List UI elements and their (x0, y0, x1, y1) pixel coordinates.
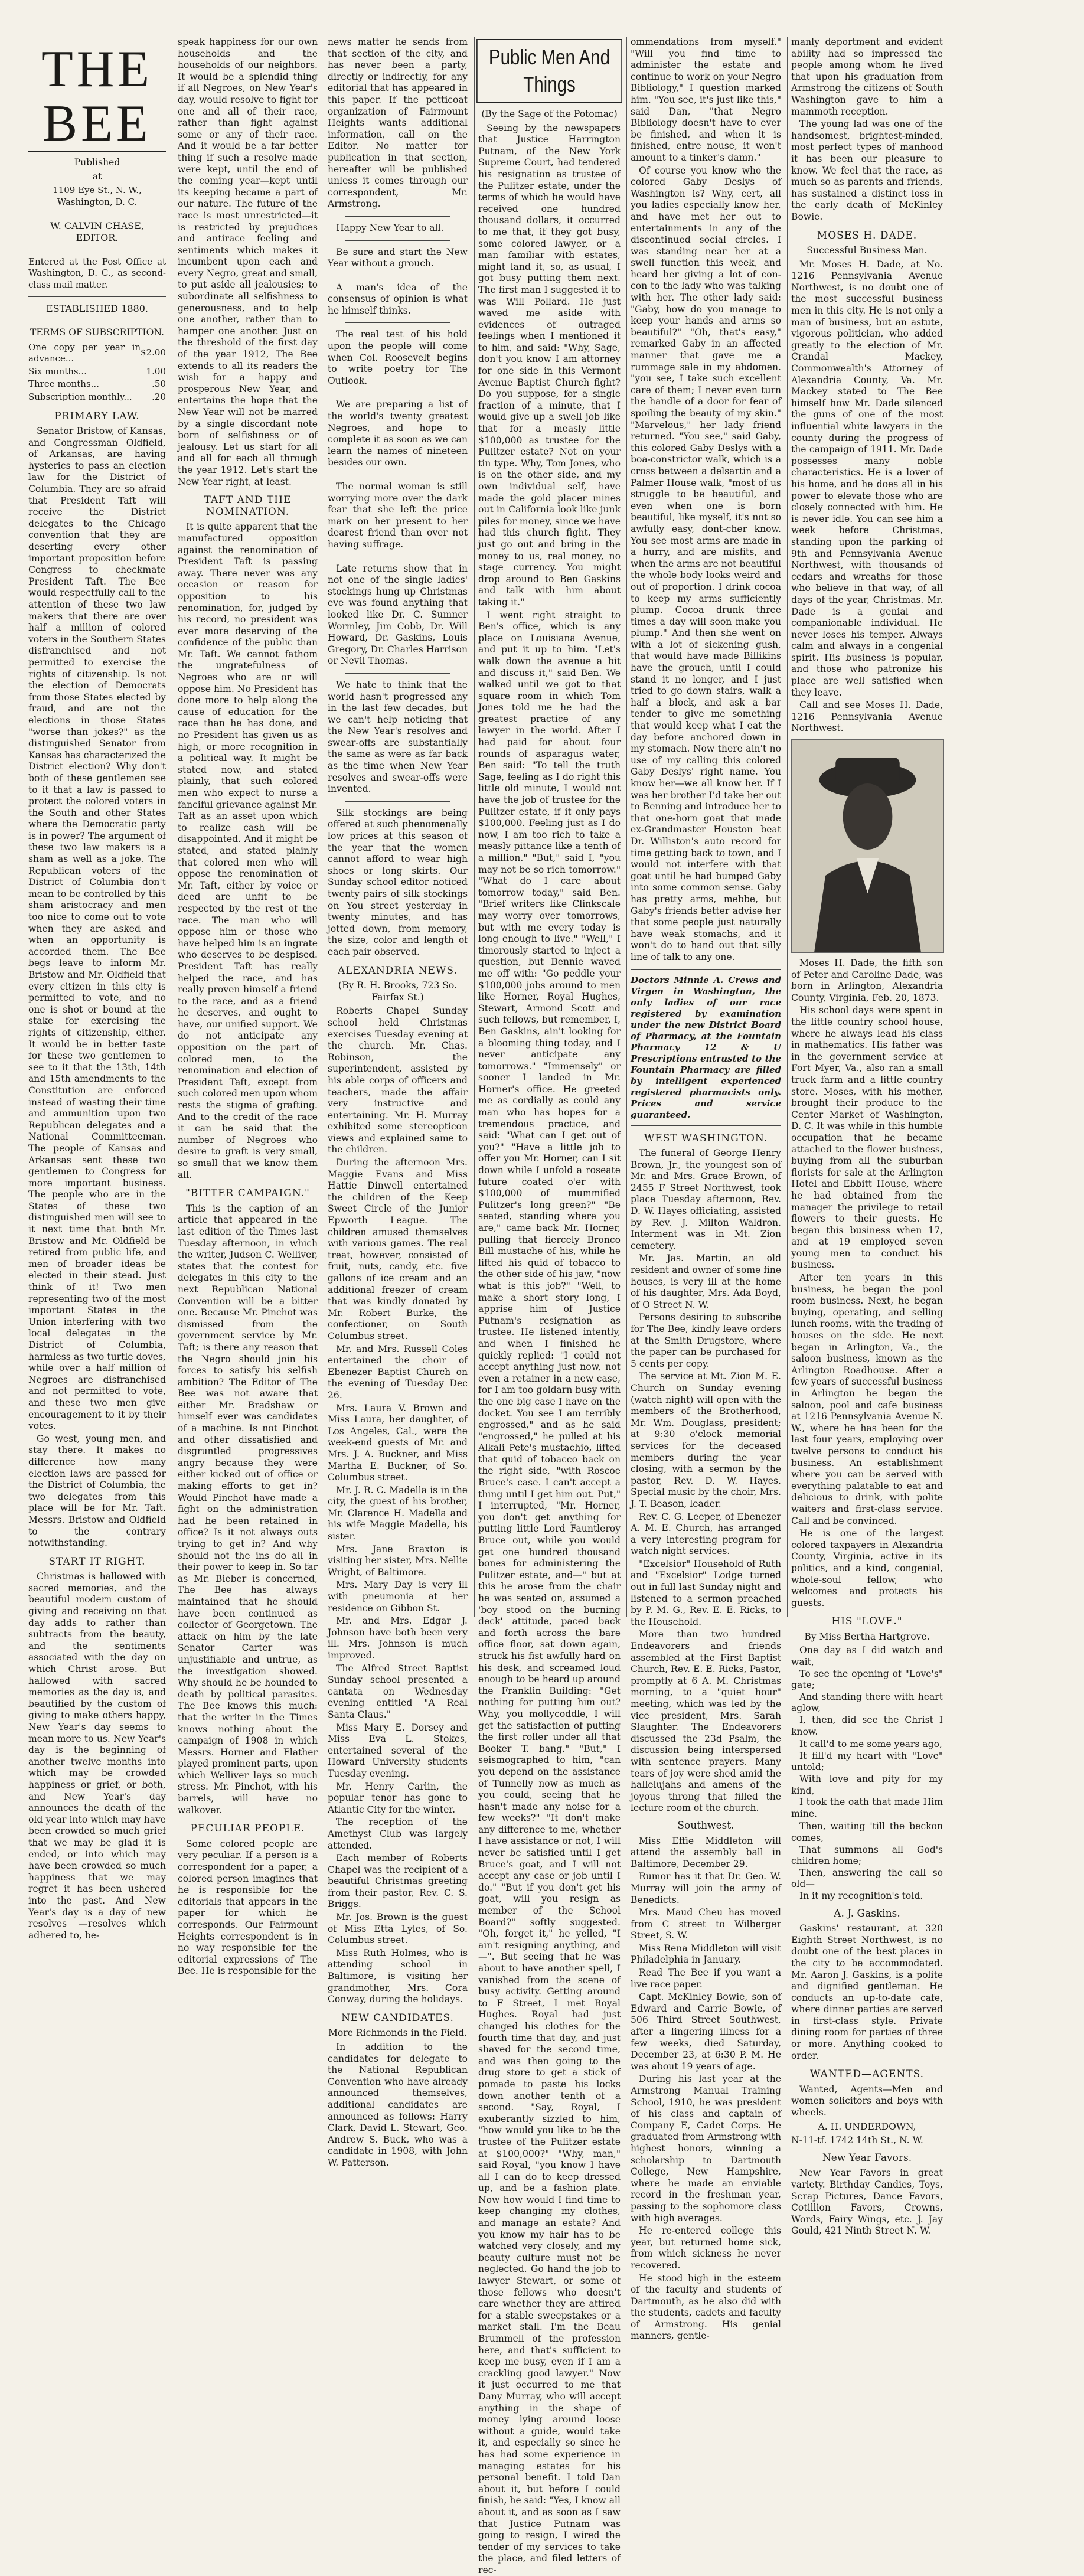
headline-peculiar-people: PECULIAR PEOPLE. (190, 1823, 305, 1835)
editor-line: W. CALVIN CHASE, EDITOR. (28, 214, 166, 250)
headline-new-year-favors: New Year Favors. (822, 2151, 912, 2164)
editorial-short: Happy New Year to all. (336, 222, 444, 233)
article-paragraph: Senator Bristow, of Kansas, and Congressman Oldfield, of Arkansas, are having hysterics to pass an election law for the District of Columbia. They are so afraid that President Taft will receive the District delegates to the Chicago convention that they are deserting every other important proposition before Congress to checkmate President Taft. The Bee would respectfully call to the attention of these two law makers that there are over half a million of colored voters in the Southern States disfranchised and not permitted to exercise the rights of citizenship. Is not the election of Democrats from those States elected by fraud, and are not the elections in those States "worse than jokes?" as the distinguished Senator from Kansas has characterized the District election? Why don't both of these gentlemen see to it that a law is passed to protect the colored voters in the South and other States where the Democratic party is in power? The argument of these two law makers is a sham as well as a joke. The Republican voters of the District of Columbia don't mean to be controlled by this sham aristocracy and men too nice to come out to vote when they are asked and when an opportunity is accorded them. The Bee begs leave to inform Mr. Bristow and Mr. Oldfield that every citizen in this city is permitted to vote, and no one is shot or bound at the stake for exercising the rights of citizenship, either. It would be in better taste for these two gentlemen to see to it that the 13th, 14th and 15th amendments to the Constitution are enforced instead of wasting their time and ammunition upon two Republican delegates and a National Committeeman. The people of Kansas and Arkansas sent these two gentlemen to Congress for more important business. The people who are in the States of these two distinguished men will see to it next time that both Mr. Bristow and Mr. Oldfield be retired from public life, and men of broader ideas be elected in their stead. Just think of it! Two men representing two of the most important States in the Union interfering with two local delegates in the District of Columbia, harmless as two turtle doves, while over a half million of Negroes are disfranchised and not permitted to vote, and these two men give encouragement to it by their votes. (28, 426, 166, 1432)
article-paragraph: This is the caption of an article that appeared in the last edition of the Times last Tuesday afternoon, in which the writer, Judson C. Welliver, states that the contest for delegates in this city to the next Republican National Convention will be a bitter one. Because Mr. Pinchot was dismissed from the government service by Mr. Taft; is there any reason that the Negro should join his forces to satisfy his selfish ambition? The Editor of The Bee was not aware that either Mr. Bradshaw or himself ever was candidates of a machine. Is not Pinchot and other dissatisfied and disgruntled progressives angry because they were either kicked out of office or making efforts to get in? Would Pinchot have made a fight on the administration had he been retained in office? Is it not always outs trying to get in? And why should not the ins do all in their power to keep in. So far as Mr. Bieber is concerned, The Bee has always maintained that he should have been continued as collector of Georgetown. The attack on him by the late Senator Carter was unjustifiable and untrue, as the investigation showed. Why should he be hounded to death by political parasites. The Bee knows this much: that the writer in the Times knows nothing about the campaign of 1908 in which Messrs. Horner and Flather played prominent parts, upon which Welliver lays so much stress. Mr. Pinchot, with his barrels, will have no walkover. (178, 1203, 318, 1816)
column-4 (474, 37, 624, 2575)
editorial-short: Be sure and start the New Year without a grouch. (328, 246, 468, 269)
advertisement-paragraph: New Year Favors in great variety. Birthday Candies, Toys, Scrap Pictures, Dance Favors, Cotillion Favors, Crowns, Words, Fairy Wings, etc. J. Jay Gould, 421 Ninth Street N. W. (791, 2167, 943, 2237)
masthead-title: THE BEE (28, 43, 166, 152)
article-paragraph: Call and see Moses H. Dade, 1216 Pennsylvania Avenue Northwest. (791, 700, 943, 734)
article-paragraph: It is quite apparent that the manufactured opposition against the renomination of President Taft is passing away. There never was any occasion or reason for opposition to his renomination, for, judged by his record, no president was ever more deserving of the confidence of the public than Mr. Taft. We cannot fathom the ungratefulness of Negroes who are or will oppose him. No President has done more to help along the cause of education for the race than he has done, and no President has given us as high, or more recognition in a political way. It might be stated now, and stated plainly, that such colored men who expect to nurse a fanciful grievance against Mr. Taft as an asset upon which to realize cash will be disappointed. And it might be stated, and stated plainly that colored men who will oppose the renomination of Mr. Taft, either by voice or deed are unfit to be respected by the rest of the race. The man who will oppose him or those who have helped him is an ingrate who deserves to be despised. President Taft has really helped the race, and has really proven himself a friend to the race, and as a friend he deserves, and ought to have, our unified support. We do not anticipate any opposition on the part of colored men, to the renomination and election of President Taft, except from such colored men upon whom rests the stigma of grafting. And to the credit of the race it can be said that the number of Negroes who desire to graft is very small, so small that we know them all. (178, 521, 318, 1180)
headline-gaskins: A. J. Gaskins. (834, 1907, 900, 1919)
article-paragraph: I went right straight to Ben's office, which is any place on Louisiana Avenue, and put it up to him. "Let's walk down the avenue a bit and discuss it," said Ben. We walked until we got to that square room in which Tom Jones told me he had the greatest practice of any lawyer in the world. After I had paid for about four rounds of asparagus water, Ben said: "To tell the truth Sage, feeling as I do right this little old minute, I would not have the job of trustee for the Pulitzer estate, if it only pays $100,000. Feeling just as I do now, I am too rich to take a measly pittance like a tenth of a million." "But," said I, "you may not be so rich tomorrow." "What do I care about tomorrow today," said Ben. "Brief writers like Clinkscale may worry over tomorrows, but with me every today is long enough to live." "Well," I timorously started to inject a question, but Bennie waved me off with: "Go peddle your $100,000 jobs around to men like Horner, Royal Hughes, Stewart, Armond Scott and such fellows, but remember, I, Ben Gaskins, ain't looking for a blooming thing today, and I never anticipate any tomorrows." "Immensely" or sooner I landed in Mr. Horner's office. He greeted me as cordially as could any man who has hopes for a tremendous practice, and said: "What can I get out of you?" "Have a little job to offer you Mr. Horner, can I sit down while I unfold a roseate future coated o'er with $100,000 of mummified Pulitzer's long green?" "Be seated, standing where you are," came back Mr. Horner, pulling that fiercely Bronco Bill mustache of his, while he lifted his quid of tobacco to the other side of his jaw, "now what is this job?" "Well, to make a short story long, I apprise him of Justice Putnam's resignation as trustee. He listened intently, and when I finished he quickly replied: "I could not accept anything just now, not even a retainer in a new case, for I am too goldarn busy with the one big case I have on the docket. You see I am terribly engrossed," and as he said "engrossed," he pulled at his Alkali Pete's mustachio, lifted that quid of tobacco back on the right side, "with Roscoe Bruce's case. I can't accept a thing until I get him out. Put," I interrupted, "Mr. Horner, you don't get anything for putting little Lord Fauntleroy Bruce out, while you would get one hundred thousand bones for administering the Pulitzer estate, and—" but at this he arose from the chair he was seated on, assumed a 'boy stood on the burning deck' attitude, paced back and forth across the bare office floor, sat down again, struck his fist awfully hard on his desk, and screamed loud enough to be heard up around the Franklin Building: "Get nothing for putting him out? Why, you mollycoddle, I will get the satisfaction of putting the first roller under all that Booker T. bang." "But," I seismographed to him, "can you depend on the assistance of Tunnelly now as much as you could, seeing that he hasn't made any noise for a few weeks?" "It don't make any difference to me, whether I have assistance or not, I will never be satisfied until I get Bruce's goat, and I will not accept any case or job until I do." "But if you don't get his goat, will you resign as member of the School Board?" softly suggested. "Oh, forget it," he yelled, "I ain't resigning anything, and—". But seeing that he was about to have another spell, I vanished from the scene of busy activity. Getting around to F Street, I met Royal Hughes. Royal had just changed his clothes for the fourth time that day, and just shaved for the second time, and was then going to the drug store to get a stick of pomade to paste his locks down another tenth of a second. "Say, Royal, I exuberantly sizzled to him, "how would you like to be the trustee of the Pulitzer estate at $100,000?" "Why, man," said Royal, "you know I have all I can do to keep dressed up, and be a fashion plate. Now how would I find time to keep changing my clothes, and manage an estate? And you know my hair has to be watched very closely, and my beauty culture must not be neglected. Go hand the job to lawyer Stewart, or some of those fellows who doesn't care whether they are attired for a stable sweepstakes or a market stall. I'm the Beau Brummell of the profession here, and that's sufficient to keep me busy, even if I am a crackling good lawyer." Now it just occurred to me that Dany Murray, who will accept anything in the shape of money lying around loose without a guide, would take it, and especially so since he has had some experience in managing estates for his personal benefit. I told Dan about it, but before I could finish, he said: "Yes, I know all about it, and as soon as I saw that Justice Putnam was going to resign, I wired the tender of my services to take the place, and filed letters of rec- (478, 609, 621, 2575)
wanted-address-line: N-11-tf. 1742 14th St., N. W. (791, 2135, 923, 2146)
terms-title: TERMS OF SUBSCRIPTION. (30, 327, 164, 338)
portrait-photo (791, 739, 944, 953)
column-2 (174, 37, 321, 1977)
terms-row: Subscription monthly... .20 (28, 391, 166, 402)
news-item: Mr. J. R. C. Madella is in the city, the guest of his brother, Mr. Clarence H. Madella and his wife Maggie Madella, his sister. (328, 1484, 468, 1542)
article-paragraph: Of course you know who the colored Gaby Deslys of Washington is? Why, cert, all you ladies especially know her, and have met her out to entertainments in any of the discontinued social circles. I was standing near her at a swell function this week, and heard her giving a lot of con-con to the lady who was talking with her. The other lady said: "Gaby, how do you manage to keep your hands and arms so beautiful?" "Oh, that's easy," remarked Gaby in an affected manner that gave me a rummage sale in my abdomen. "you see, I take such excellent care of them; I never even turn the handle of a door for fear of spoiling the beauty of my skin." "Marvelous," her lady friend returned. "You see," said Gaby, this colored Gaby Deslys with a boa-constrictor walk, which is a cross between a delsartin and a Palmer House walk, "most of us struggle to be beautiful, and even when one is born beautiful, like myself, it's not so awfully easy, dont-cher know. You see most arms are made in a hurry, and are misfits, and when the arms are not beautiful the whole body looks weird and out of proportion. I drink cocoa to keep my arms sufficiently plump. Cocoa drunk three times a day will soon make you plump." And then she went on with a lot of sickening gush, that would have made Billikins have the grouch, until I could stand it no longer, and I just tried to go down stairs, walk a half a block, and ask a bar tender to give me something that would keep what I eat the day before anchored down in my stomach. Now there ain't no use of my calling this colored Gaby Deslys' right name. You know her—we all know her. If I was her brother I'd take her out to Benning and introduce her to that one-horn goat that made ex-Grandmaster Houston beat Dr. Williston's auto record for time getting back to town, and I would not interfere with that goat until he had bumped Gaby into some common sense. Gaby has pretty arms, mebbe, but Gaby's friends better advise her that some people just naturally have weak stomachs, and it won't do to hand out that silly line of talk to any one. (631, 165, 781, 962)
news-item: Read The Bee if you want a live race paper. (631, 1967, 781, 1990)
postal-entry-notice: Entered at the Post Office at Washington, D. C., as second-class mail matter. (28, 256, 166, 290)
headline-primary-law: PRIMARY LAW. (54, 410, 140, 422)
news-item: Mrs. Mary Day is very ill with pneumonia at her residence on Gibbon St. (328, 1579, 468, 1614)
article-paragraph: His school days were spent in the little country school house, where he always lead his class in mathematics. His father was in the government service at Fort Myer, Va., also ran a small truck farm and a little country store. Moses, with his mother, brought their produce to the Center Market of Washington, D. C. It was while in this humble occupation that he became attached to the flower business, buying from all the suburban florists for sale at the Arlington Hotel and Ebbitt House, where he had obtained from the manager the privilege to retail flowers to their guests. He began this business when 17, and at 19 employed seven young men to conduct his business. (791, 1005, 943, 1271)
published-label: Published (74, 157, 120, 168)
news-item: Capt. McKinley Bowie, son of Edward and Carrie Bowie, of 506 Third Street Southwest, after a lingering illness for a few weeks, died Saturday, December 23, at 6:30 P. M. He was about 19 years of age. (631, 1991, 781, 2072)
dade-subhead: Successful Business Man. (807, 245, 928, 256)
news-item: More than two hundred Endeavorers and friends assembled at the First Baptist Church, Rev. E. E. Ricks, Pastor, promptly at 6 A. M. Christmas morning, to a "quiet hour" meeting, which was led by the vice president, Mrs. Sarah Slaughter. The Endeavorers discussed the 23d Psalm, the discussion being interspersed with sentence prayers. Many tears of joy were shed amid the hallelujahs and amens of the joyous throng that filled the lecture room of the church. (631, 1629, 781, 1814)
advertisement-paragraph: Wanted, Agents—Men and women solicitors and boys with wheels. (791, 2084, 943, 2118)
article-paragraph: manly deportment and evident ability had so impressed the people among whom he lived that upon his graduation from Armstrong the citizens of South Washington gave to him a mammoth reception. (791, 37, 943, 117)
news-item: Rev. C. G. Leeper, of Ebenezer A. M. E. Church, has arranged a very interesting program for watch night services. (631, 1511, 781, 1557)
headline-new-candidates: NEW CANDIDATES. (341, 2012, 454, 2024)
poem-stanza: One day as I did watch and wait, To see the opening of "Love's" gate; And standing there with heart aglow, I, then, did see the Christ I know. (791, 1645, 943, 1737)
alexandria-byline: (By R. H. Brooks, 723 So. Fairfax St.) (338, 980, 457, 1003)
editorial-short: Silk stockings are being offered at such phenomenally low prices at this season of the year that the women cannot afford to wear high shoes or long skirts. Our Sunday school editor noticed twenty pairs of silk stockings on You street yesterday in twenty minutes, and has jotted down, from memory, the size, color and length of each pair observed. (328, 807, 468, 957)
article-paragraph: Some colored people are very peculiar. If a person is a correspondent for a paper, a colored person imagines that he is responsible for the editorials that appears in the paper for which he corresponds. Our Fairmount Heights correspondent is in no way responsible for the editorial expressions of The Bee. He is responsible for the (178, 1838, 318, 1977)
published-at: at (92, 171, 102, 182)
news-item: The funeral of George Henry Brown, Jr., the youngest son of Mr. and Mrs. Grace Brown, of 2455 F Street Northwest, took place Tuesday afternoon, Rev. D. W. Hayes officiating, assisted by Rev. J. Milton Waldron. Interment was in Mt. Zion cemetery. (631, 1148, 781, 1251)
column-3 (324, 37, 471, 2168)
wanted-contact: A. H. UNDERDOWN, (818, 2121, 916, 2132)
divider (345, 216, 450, 217)
headline-public-men-and-things: Public Men And Things (476, 39, 622, 103)
news-item: Miss Rena Middleton will visit Philadelphia in January. (631, 1942, 781, 1966)
headline-moses-dade: MOSES H. DADE. (817, 229, 918, 241)
news-item: Mr. and Mrs. Edgar J. Johnson have both been very ill. Mrs. Johnson is much improved. (328, 1615, 468, 1661)
editorial-short: The real test of his hold upon the people will come when Col. Roosevelt begins to write poetry for The Outlook. (328, 329, 468, 386)
editorial-short: We hate to think that the world hasn't progressed any in the last few decades, but we can't help noticing that the New Year's resolves and swear-offs are substantially the same as were as far back as the time when New Year resolves and swear-offs were invented. (328, 679, 468, 795)
terms-row: One copy per year in advance... $2.00 (28, 341, 166, 364)
article-paragraph: Go west, young men, and stay there. It makes no difference how many election laws are passed for the District of Columbia, the two delegates from this place will be for Mr. Taft. Messrs. Bristow and Oldfield to the contrary notwithstanding. (28, 1433, 166, 1549)
divider (345, 240, 450, 241)
poem-stanza: It call'd to me some years ago, It fill'd my heart with "Love" untold; With love and pity for my kind, I took the oath that made Him mine. (791, 1739, 943, 1819)
editorial-short: The normal woman is still worrying more over the dark fear that she left the price mark on her present to her dearest friend than over not having suffrage. (328, 481, 468, 550)
sage-byline: (By the Sage of the Potomac) (481, 109, 618, 119)
news-item: Mr. Jos. Brown is the guest of Miss Etta Lyles, of So. Columbus street. (328, 1912, 468, 1946)
news-item: The service at Mt. Zion M. E. Church on Sunday evening (watch night) will open with the members of the Brotherhood, Mr. Wm. Douglass, president; at 9:30 o'clock memorial services for the deceased members during the year closing, with a sermon by the pastor, Rev. D. W. Hayes. Special music by the choir, Mrs. J. T. Beason, leader. (631, 1371, 781, 1509)
editorial-short: We are preparing a list of the world's twenty greatest Negroes, and hope to complete it as soon as we can learn the names of nineteen besides our own. (328, 399, 468, 468)
news-item: The Alfred Street Baptist Sunday school presented a cantata on Wednesday evening entitled "A Real Santa Claus." (328, 1663, 468, 1720)
headline-wanted-agents: WANTED—AGENTS. (809, 2068, 925, 2081)
article-paragraph: Mr. Moses H. Dade, at No. 1216 Pennsylvania Avenue Northwest, is no doubt one of the most successful business men in this city. He is not only a man of business, but an astute, vigorous politician, who added greatly to the election of Mr. Crandal Mackey, Commonwealth's Attorney of Alexandria County, Va. Mr. Mackey stated to The Bee himself how Mr. Dade silenced the guns of one of the most influential white lawyers in the county during the progress of the campaign of 1911. Mr. Dade possesses many noble characteristics. He is a lover of his home, and he does all in his power to elevate those who are closely connected with him. He is never idle. You can see him a week before Christmas, standing upon the parking of 9th and Pennsylvania Avenue Northwest, with thousands of cedars and wreaths for those who believe in that way, of all days of the year, Christmas. Mr. Dade is a genial and companionable individual. He never loses his temper. Always calm and always in a congenial spirit. His business is popular, and those who patronize his place are well satisfied when they leave. (791, 259, 943, 698)
news-item: Mr. Jas. Martin, an old resident and owner of some fine houses, is very ill at the home of his daughter, Mrs. Ada Boyd, of O Street N. W. (631, 1253, 781, 1310)
headline-southwest: Southwest. (677, 1819, 734, 1831)
article-paragraph: speak happiness for our own households and the households of our neighbors. It would be a splendid thing if all Negroes, on New Year's day, would resolve to fight for one and all of their race, rather than fight against some or any of their race. And it would be a far better thing if such a resolve made were kept, until the end of the coming year—kept until its keeping became a part of our nature. The future of the race is most unrestricted—it is restricted by prejudices and antirace feeling and sentiments which makes it incumbent upon each and every Negro, great and small, to put aside all jealousies; to subordinate all selfishness to generousness, and to help one another, rather than to hamper one another. Just on the threshold of the first day of the year 1912, The Bee extends to all its readers the wish for a happy and prosperous New Year, and entertains the hope that the New Year will not be marred by a single discordant note born of selfishness or of jealousy. Let us start for all and all for each all through the year 1912. Let's start the New Year right, at least. (178, 37, 318, 487)
news-item: Roberts Chapel Sunday school held Christmas exercises Tuesday evening at the church. Mr. Chas. Robinson, the superintendent, assisted by his able corps of officers and teachers, made the affair very instructive and entertaining. Mr. H. Murray exhibited some stereopticon views and explained same to the children. (328, 1005, 468, 1155)
headline-start-it-right: START IT RIGHT. (48, 1555, 146, 1568)
news-item: Mrs. Maud Cheu has moved from C street to Wilberger Street, S. W. (631, 1907, 781, 1941)
news-item: The reception of the Amethyst Club was largely attended. (328, 1817, 468, 1851)
divider (345, 801, 450, 802)
candidates-subhead: More Richmonds in the Field. (328, 2028, 468, 2039)
news-item: Persons desiring to subscribe for The Bee, kindly leave orders at the Smith Drugstore, where the paper can be purchased for 5 cents per copy. (631, 1312, 781, 1369)
headline-bitter-campaign: "BITTER CAMPAIGN." (185, 1187, 310, 1200)
headline-alexandria-news: ALEXANDRIA NEWS. (338, 964, 458, 977)
news-item: Mr. and Mrs. Russell Coles entertained the choir of Ebenezer Baptist Church on the evening of Tuesday Dec 26. (328, 1343, 468, 1400)
article-paragraph: news matter he sends from that section of the city, and has never been a party, directly or indirectly, for any editorial that has appeared in this paper. If the petticoat organization of Fairmount Heights wants additional information, call on the Editor. No matter for publication in that section, hereafter will be published unless it comes through our correspondent, Mr. Armstrong. (328, 37, 468, 210)
article-paragraph: Seeing by the newspapers that Justice Harrington Putnam, of the New York Supreme Court, had tendered his resignation as trustee of the Pulitzer estate, under the terms of which he would have received one hundred thousand dollars, it occurred to me that, if they got busy, some colored lawyer, or a man familiar with estates, might land it, so, as usual, I got busy putting them next. The first man I suggested it to was Will Pollard. He just waved me aside with evidences of outraged feelings when I mentioned it to him, and said: "Why, Sage, don't you know I am attorney for one side in this Vermont Avenue Baptist Church fight? Do you suppose, for a single fraction of a minute, that I would give up a swell job like that for a measly little $100,000 as trustee for the Pulitzer estate? Not on your tin type. Why, Tom Jones, who is on the other side, and my own individual self, have made the gold placer mines out in California look like junk piles for money, since we have had this church fight. They just go out and bring in the money to us, real money, no stage currency. You might drop around to Ben Gaskins and talk with him about taking it." (478, 122, 621, 608)
news-item: Miss Ruth Holmes, who is attending school in Baltimore, is visiting her grandmother, Mrs. Cora Conway, during the holidays. (328, 1947, 468, 2005)
column-6 (787, 37, 946, 2237)
terms-table (28, 341, 166, 404)
article-paragraph: He is one of the largest colored taxpayers in Alexandria County, Virginia, active in its politics, and a kind, congenial, whole-soul fellow, who welcomes and protects his guests. (791, 1528, 943, 1608)
news-item: Miss Mary E. Dorsey and Miss Eva L. Stokes, entertained several of the Howard University students Tuesday evening. (328, 1722, 468, 1779)
article-paragraph: Christmas is hallowed with sacred memories, and the beautiful modern custom of giving and receiving on that day adds to rather than subtracts from the beauty, and the sentiments associated with the day on which Christ arose. But hallowed with sacred memories as the day is, and beautified by the custom of giving to make others happy, New Year's day seems to mean more to us. New Year's day is the beginning of another twelve months into which may be crowded happiness or grief, or both, and New Year's day announces the death of the old year into which may have been crowded so much grief that we may be glad it is ended, or into which may have been crowded so much happiness that we may regret it has been ushered into the past. And New Year's day is a day of new resolves —resolves which adhered to, be- (28, 1571, 166, 1941)
news-item: During his last year at the Armstrong Manual Training School, 1910, he was president of his class and captain of Company E, Cadet Corps. He graduated from Armstrong with highest honors, winning a scholarship to Dartmouth College, New Hampshire, where he made an enviable record in the freshman year, passing to the sophomore class with high averages. (631, 2074, 781, 2224)
editorial-short: Late returns show that in not one of the single ladies' stockings hung up Christmas eve was found anything that looked like Dr. C. Sumner Wormley, Jim Cobb, Dr. Will Howard, Dr. Gaskins, Louis Gregory, Dr. Charles Harrison or Nevil Thomas. (328, 563, 468, 667)
terms-row: Three months... .50 (28, 378, 166, 390)
headline-his-love: HIS "LOVE." (831, 1615, 903, 1628)
news-item: Mrs. Jane Braxton is visiting her sister, Mrs. Nellie Wright, of Baltimore. (328, 1543, 468, 1578)
established-line: ESTABLISHED 1880. (28, 296, 166, 321)
editorial-short: A man's idea of the consensus of opinion is what he himself thinks. (328, 282, 468, 316)
news-item: Mrs. Laura V. Brown and Miss Laura, her daughter, of Los Angeles, Cal., were the week-end guests of Mr. and Mrs. J. A. Buckner, and Miss Martha E. Buckner, of So. Columbus street. (328, 1402, 468, 1483)
news-item: Mr. Henry Carlin, the popular tenor has gone to Atlantic City for the winter. (328, 1781, 468, 1815)
headline-west-washington: WEST WASHINGTON. (644, 1132, 768, 1144)
pharmacy-advertisement: Doctors Minnie A. Crews and Virgen in Washington, the only ladies of our race registered by examination under the new District Board of Pharmacy, at the Fountain Pharmacy 12 & U Prescriptions entrusted to the Fountain Pharmacy are filled by intelligent experienced registered pharmacists only. Prices and service guaranteed. (631, 969, 781, 1126)
divider (345, 673, 450, 674)
news-item: He stood high in the esteem of the faculty and students of Dartmouth, as he also did with the students, cadets and faculty of Armstrong. His genial manners, gentle- (631, 2273, 781, 2342)
news-item: Miss Effie Middleton will attend the assembly ball in Baltimore, December 29. (631, 1835, 781, 1869)
poem-byline: By Miss Bertha Hartgrove. (804, 1631, 930, 1642)
news-item: Rumor has it that Dr. Geo. W. Murray will join the army of Benedicts. (631, 1871, 781, 1905)
news-item: Each member of Roberts Chapel was the recipient of a beautiful Christmas greeting from their pastor, Rev. C. S. Briggs. (328, 1853, 468, 1910)
news-item: In addition to the candidates for delegate to the National Republican Convention who have already announced themselves, additional candidates are announced as follows: Harry Clark, David L. Stewart, Geo. Andrew S. Buck, who was a candidate in 1908, with John W. Patterson. (328, 2042, 468, 2168)
news-item: He re-entered college this year, but returned home sick, from which sickness he never recovered. (631, 2225, 781, 2271)
office-address: 1109 Eye St., N. W., Washington, D. C. (53, 185, 142, 207)
column-1 (25, 37, 169, 1941)
divider (345, 322, 450, 323)
terms-row: Six months... 1.00 (28, 365, 166, 377)
article-paragraph: After ten years in this business, he began the pool room business. Next, he began buying, operating, and selling lunch rooms, with the trading of houses on the side. He next began in Arlington, Va., the saloon business, known as the Arlington Roadhouse. After a few years of successful business in Arlington he began the saloon, pool and cafe business at 1216 Pennsylvania Avenue N. W., where he has been for the last four years, employing over twelve persons to conduct his business. An establishment where you can be served with everything palatable to eat and delicious to drink, with polite waiters and first-class service. Call and be convinced. (791, 1272, 943, 1526)
news-item: "Excelsior" Household of Ruth and "Excelsior" Lodge turned out in full last Sunday night and listened to a sermon preached by P. M. G., Rev. E. E. Ricks, to the Household. (631, 1558, 781, 1627)
article-paragraph: ommendations from myself." "Will you find time to administer the estate and continue to work on your Negro Bibliology," I question marked him. "You see, it's just like this," said Dan, "that Negro Bibliology doesn't have to ever be finished, and when it is finished, entre nouse, it won't amount to a tinker's damn." (631, 37, 781, 163)
headline-taft-nomination: TAFT AND THE NOMINATION. (204, 494, 292, 518)
poem-stanza: Then, waiting 'till the beckon comes, That summons all God's children home; Then, answering the call so old— In it my recognition's told. (791, 1821, 943, 1901)
advertisement-paragraph: Gaskins' restaurant, at 320 Eighth Street Northwest, is no doubt one of the best places in the city to be accommodated. Mr. Aaron J. Gaskins, is a polite and dignified gentleman. He conducts an up-to-date cafe, where dinner parties are served in first-class style. Private dining room for parties of three or more. Anything cooked to order. (791, 1923, 943, 2061)
article-paragraph: Moses H. Dade, the fifth son of Peter and Caroline Dade, was born in Arlington, Alexandria County, Virginia, Feb. 20, 1873. (791, 958, 943, 1003)
news-item: During the afternoon Mrs. Maggie Evans and Miss Hattie Dinwell entertained the children of the Keep Sweet Circle of the Junior Epworth League. The children amused themselves with various games. The real treat, however, consisted of fruit, nuts, candy, etc. five gallons of ice cream and an additional freezer of cream that was kindly donated by Mr. Robert Burke, the confectioner, on South Columbus street. (328, 1157, 468, 1341)
article-paragraph: The young lad was one of the handsomest, brightest-minded, most perfect types of manhood it has been our pleasure to know. We feel that the race, as much so as parents and friends, has sustained a distinct loss in the early death of McKinley Bowie. (791, 119, 943, 222)
column-5 (626, 37, 785, 2342)
